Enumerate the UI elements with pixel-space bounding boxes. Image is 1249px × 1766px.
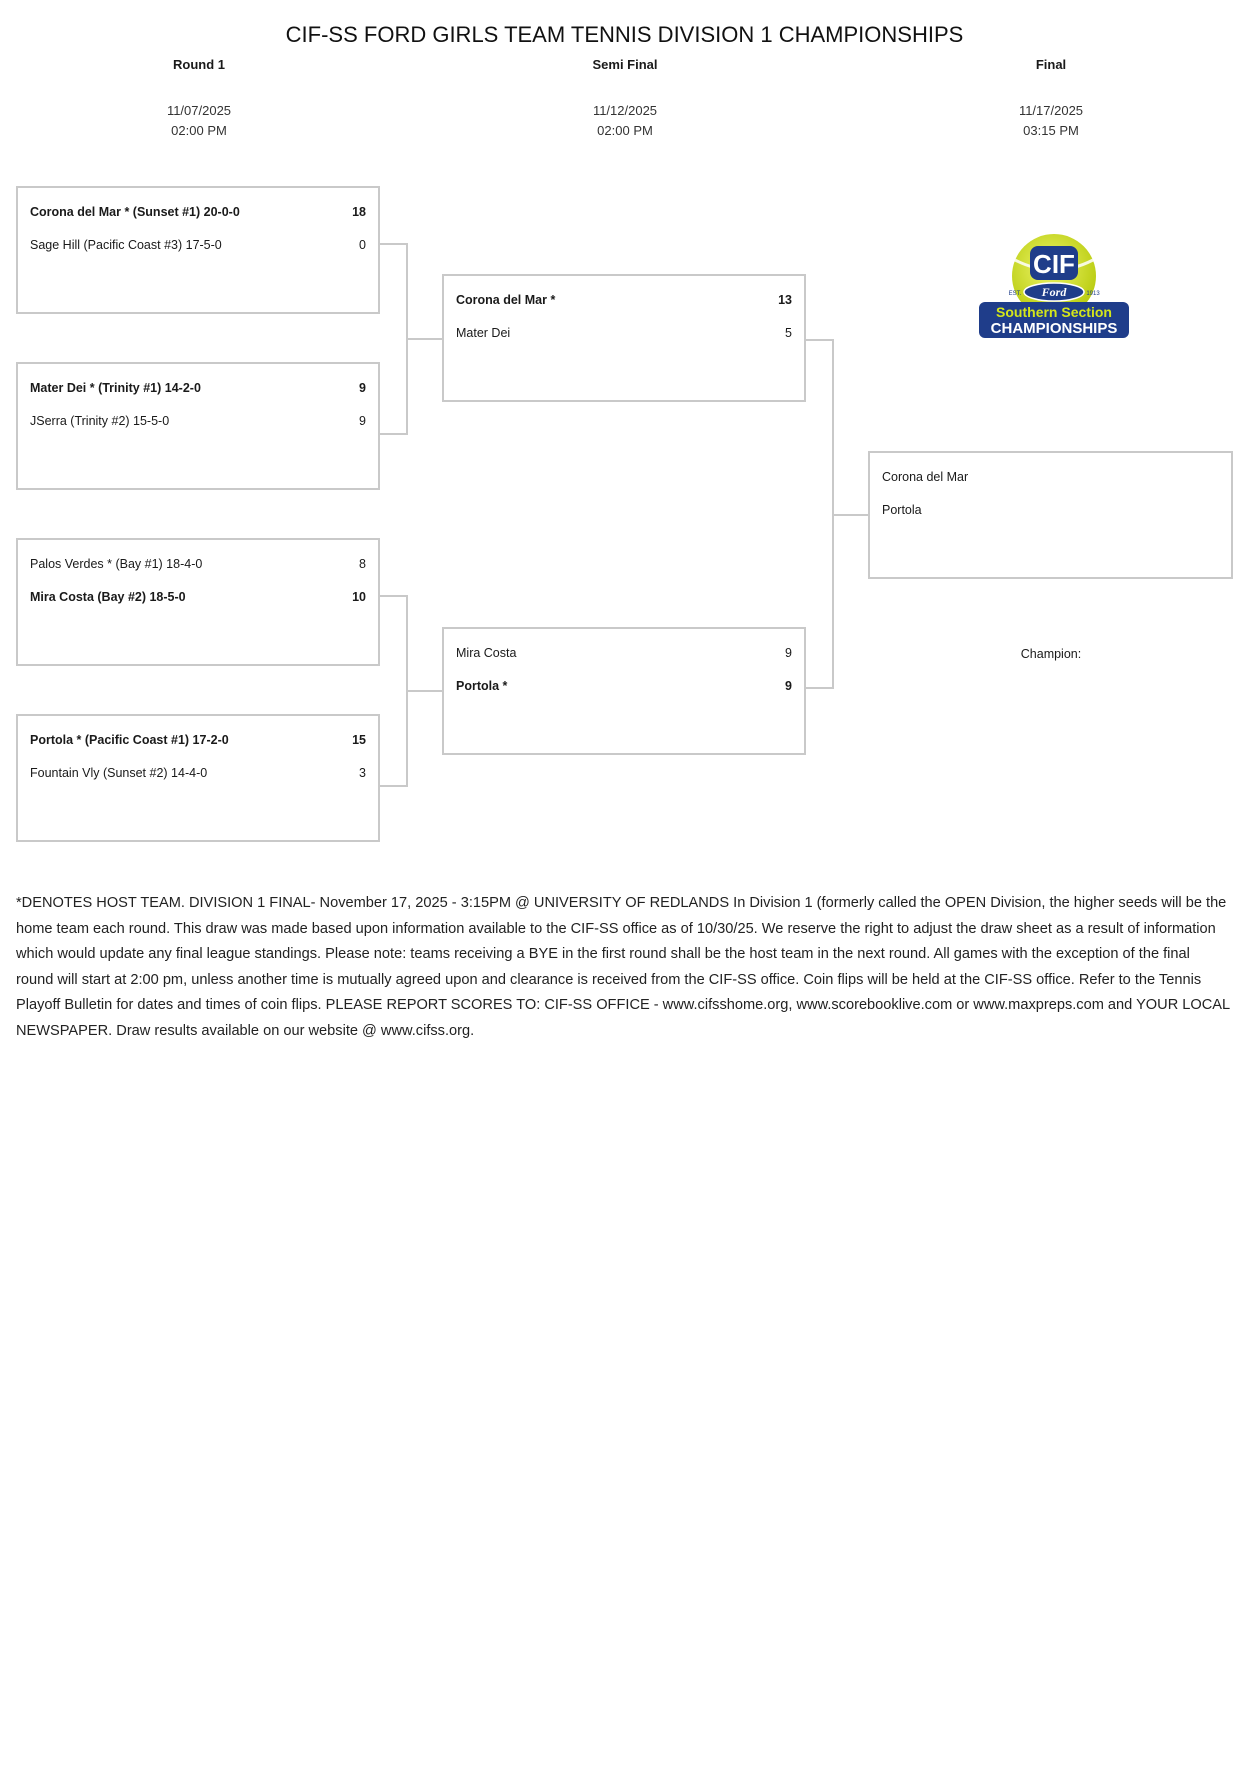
match-team-bottom (456, 679, 792, 697)
semi-match-2 (442, 627, 806, 755)
team-name: Corona del Mar * (Sunset #1) 20-0-0 (30, 205, 240, 219)
team-name: Corona del Mar * (456, 293, 556, 307)
bracket-connector (380, 243, 408, 245)
team-name: Mater Dei (456, 326, 511, 340)
match-team-bottom (30, 414, 366, 432)
match-team-top (456, 646, 792, 664)
team-score: 9 (785, 679, 792, 693)
bracket-connector (406, 338, 442, 340)
match-team-top (456, 293, 792, 311)
footnotes: *DENOTES HOST TEAM. DIVISION 1 FINAL- November 17, 2025 - 3:15PM @ UNIVERSITY OF REDLANDS In Division 1 (formerly called the OPEN Division, the higher seeds will be the home team each round. This draw was made based upon information available to the CIF-SS office as of 10/30/25. We reserve the right to adjust the draw sheet as a result of information which would update any final league standings. Please note: teams receiving a BYE in the first round shall be the host team in the next round. All games with the exception of the final round will start at 2:00 pm, unless another time is mutually agreed upon and clearance is received from the CIF-SS office. Coin flips will be held at the CIF-SS office. Refer to the Tennis Playoff Bulletin for dates and times of coin flips. PLEASE REPORT SCORES TO: CIF-SS OFFICE - www.cifsshome.org, www.scorebooklive.com or www.maxpreps.com and YOUR LOCAL NEWSPAPER. Draw results available on our website @ www.cifss.org. (16, 895, 1230, 1039)
page-title: CIF-SS FORD GIRLS TEAM TENNIS DIVISION 1 CHAMPIONSHIPS (285, 22, 964, 47)
team-name: Portola * (Pacific Coast #1) 17-2-0 (30, 733, 229, 747)
round1-match-2 (16, 362, 380, 490)
semi-final-date: 11/12/2025 (592, 103, 658, 118)
svg-text:EST.: EST. (1008, 291, 1022, 297)
semi-final-time: 02:00 PM (597, 123, 653, 138)
bracket-connector (806, 339, 834, 341)
team-score: 5 (785, 326, 792, 340)
team-name: Mater Dei * (Trinity #1) 14-2-0 (30, 381, 201, 395)
team-score: 9 (785, 646, 792, 660)
match-team-bottom (30, 766, 366, 784)
team-score: 15 (352, 733, 366, 747)
team-score: 8 (359, 557, 366, 571)
team-score: 9 (359, 414, 366, 428)
champion-label: Champion: (1020, 647, 1082, 661)
final-header: Final (1035, 57, 1067, 72)
bracket-connector (806, 687, 834, 689)
team-name: JSerra (Trinity #2) 15-5-0 (30, 414, 170, 428)
team-score: 18 (352, 205, 366, 219)
round-1-time: 02:00 PM (171, 123, 227, 138)
team-score: 0 (359, 238, 366, 252)
round-1-date: 11/07/2025 (166, 103, 232, 118)
team-score: 3 (359, 766, 366, 780)
team-name: Portola * (456, 679, 508, 693)
match-team-top (30, 733, 366, 751)
svg-text:1913: 1913 (1086, 291, 1100, 297)
team-name: Mira Costa (456, 646, 517, 660)
team-score: 10 (352, 590, 366, 604)
match-team-bottom (30, 238, 366, 256)
final-date: 11/17/2025 (1018, 103, 1084, 118)
round1-match-4 (16, 714, 380, 842)
team-name: Sage Hill (Pacific Coast #3) 17-5-0 (30, 238, 222, 252)
round1-match-1 (16, 186, 380, 314)
team-score: 9 (359, 381, 366, 395)
team-score: 13 (778, 293, 792, 307)
svg-text:Ford: Ford (1041, 285, 1067, 299)
team-name: Fountain Vly (Sunset #2) 14-4-0 (30, 766, 208, 780)
match-team-bottom (882, 503, 1219, 521)
final-datetime (921, 101, 1181, 141)
match-team-top (882, 470, 1219, 488)
svg-text:Southern Section: Southern Section (996, 304, 1112, 320)
round1-match-3 (16, 538, 380, 666)
match-team-bottom (456, 326, 792, 344)
semi-match-1 (442, 274, 806, 402)
final-time: 03:15 PM (1023, 123, 1079, 138)
bracket-connector (406, 690, 442, 692)
team-name: Corona del Mar (882, 470, 969, 484)
round-1-header: Round 1 (173, 57, 225, 72)
svg-text:CHAMPIONSHIPS: CHAMPIONSHIPS (990, 320, 1118, 337)
cif-championships-logo (975, 232, 1133, 342)
team-name: Palos Verdes * (Bay #1) 18-4-0 (30, 557, 203, 571)
team-name: Portola (882, 503, 922, 517)
team-name: Mira Costa (Bay #2) 18-5-0 (30, 590, 186, 604)
final-match (868, 451, 1233, 579)
semi-final-header: Semi Final (592, 57, 658, 72)
match-team-bottom (30, 590, 366, 608)
tennis-ball-icon (975, 232, 1133, 342)
bracket-connector (832, 514, 868, 516)
bracket-connector (380, 595, 408, 597)
bracket-connector (380, 433, 408, 435)
match-team-top (30, 557, 366, 575)
match-team-top (30, 381, 366, 399)
bracket-connector (380, 785, 408, 787)
match-team-top (30, 205, 366, 223)
svg-text:CIF: CIF (1033, 249, 1075, 279)
round-1-datetime (69, 101, 329, 141)
semi-final-datetime (495, 101, 755, 141)
